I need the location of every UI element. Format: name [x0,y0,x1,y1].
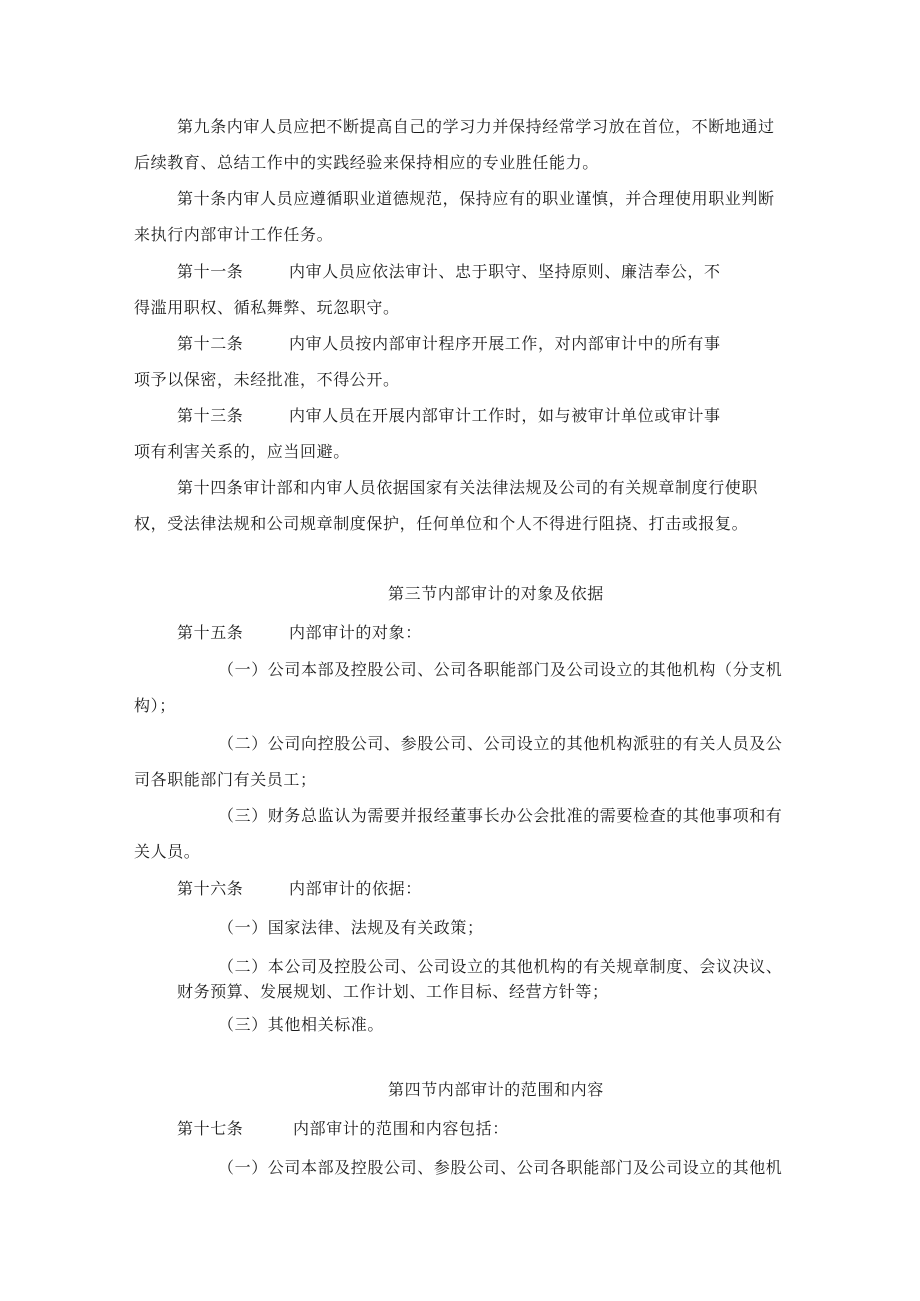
art15-item3-line1: （三）财务总监认为需要并报经董事长办公会批准的需要检查的其他事项和有 [218,806,783,825]
art16-item2-line2: 财务预算、发展规划、工作计划、工作目标、经营方针等； [177,982,609,1001]
art15-item3-line2: 关人员。 [134,842,201,861]
art12-label: 第十二条 [177,334,244,353]
art15-item1-line2: 构）； [134,696,176,715]
art10-line1: 第十条内审人员应遵循职业道德规范，保持应有的职业谨慎，并合理使用职业判断 [177,189,775,208]
art16-label: 第十六条 [177,879,244,898]
art15-item1-line1: （一）公司本部及控股公司、公司各职能部门及公司设立的其他机构（分支机 [218,660,783,679]
art13-label: 第十三条 [177,406,244,425]
art15-text: 内部审计的对象： [289,623,422,642]
art14-line2: 权，受法律法规和公司规章制度保护，任何单位和个人不得进行阻挠、打击或报复。 [134,514,749,533]
art15-item2-line2: 司各职能部门有关员工； [134,770,317,789]
art13-line1: 内审人员在开展内部审计工作时，如与被审计单位或审计事 [289,406,721,425]
art14-line1: 第十四条审计部和内审人员依据国家有关法律法规及公司的有关规章制度行使职 [177,478,759,497]
art16-item1: （一）国家法律、法规及有关政策； [218,918,484,937]
section4-title: 第四节内部审计的范围和内容 [388,1080,604,1099]
art17-item1-line1: （一）公司本部及控股公司、参股公司、公司各职能部门及公司设立的其他机 [218,1158,783,1177]
art11-line2: 得滥用职权、循私舞弊、玩忽职守。 [134,298,400,317]
art17-label: 第十七条 [177,1119,244,1138]
art9-line2: 后续教育、总结工作中的实践经验来保持相应的专业胜任能力。 [134,153,599,172]
art12-line2: 项予以保密，未经批准，不得公开。 [134,370,400,389]
art17-text: 内部审计的范围和内容包括： [293,1119,509,1138]
section3-title: 第三节内部审计的对象及依据 [388,584,604,603]
art16-item3: （三）其他相关标准。 [218,1015,385,1034]
art12-line1: 内审人员按内部审计程序开展工作，对内部审计中的所有事 [289,334,721,353]
art11-line1: 内审人员应依法审计、忠于职守、坚持原则、廉洁奉公，不 [289,262,721,281]
art15-item2-line1: （二）公司向控股公司、参股公司、公司设立的其他机构派驻的有关人员及公 [218,734,783,753]
art13-line2: 项有利害关系的，应当回避。 [134,442,350,461]
art16-item2-line1: （二）本公司及控股公司、公司设立的其他机构的有关规章制度、会议决议、 [218,957,783,976]
art11-label: 第十一条 [177,262,244,281]
art9-line1: 第九条内审人员应把不断提高自己的学习力并保持经常学习放在首位，不断地通过 [177,117,775,136]
art10-line2: 来执行内部审计工作任务。 [134,225,334,244]
art15-label: 第十五条 [177,623,244,642]
art16-text: 内部审计的依据： [289,879,422,898]
